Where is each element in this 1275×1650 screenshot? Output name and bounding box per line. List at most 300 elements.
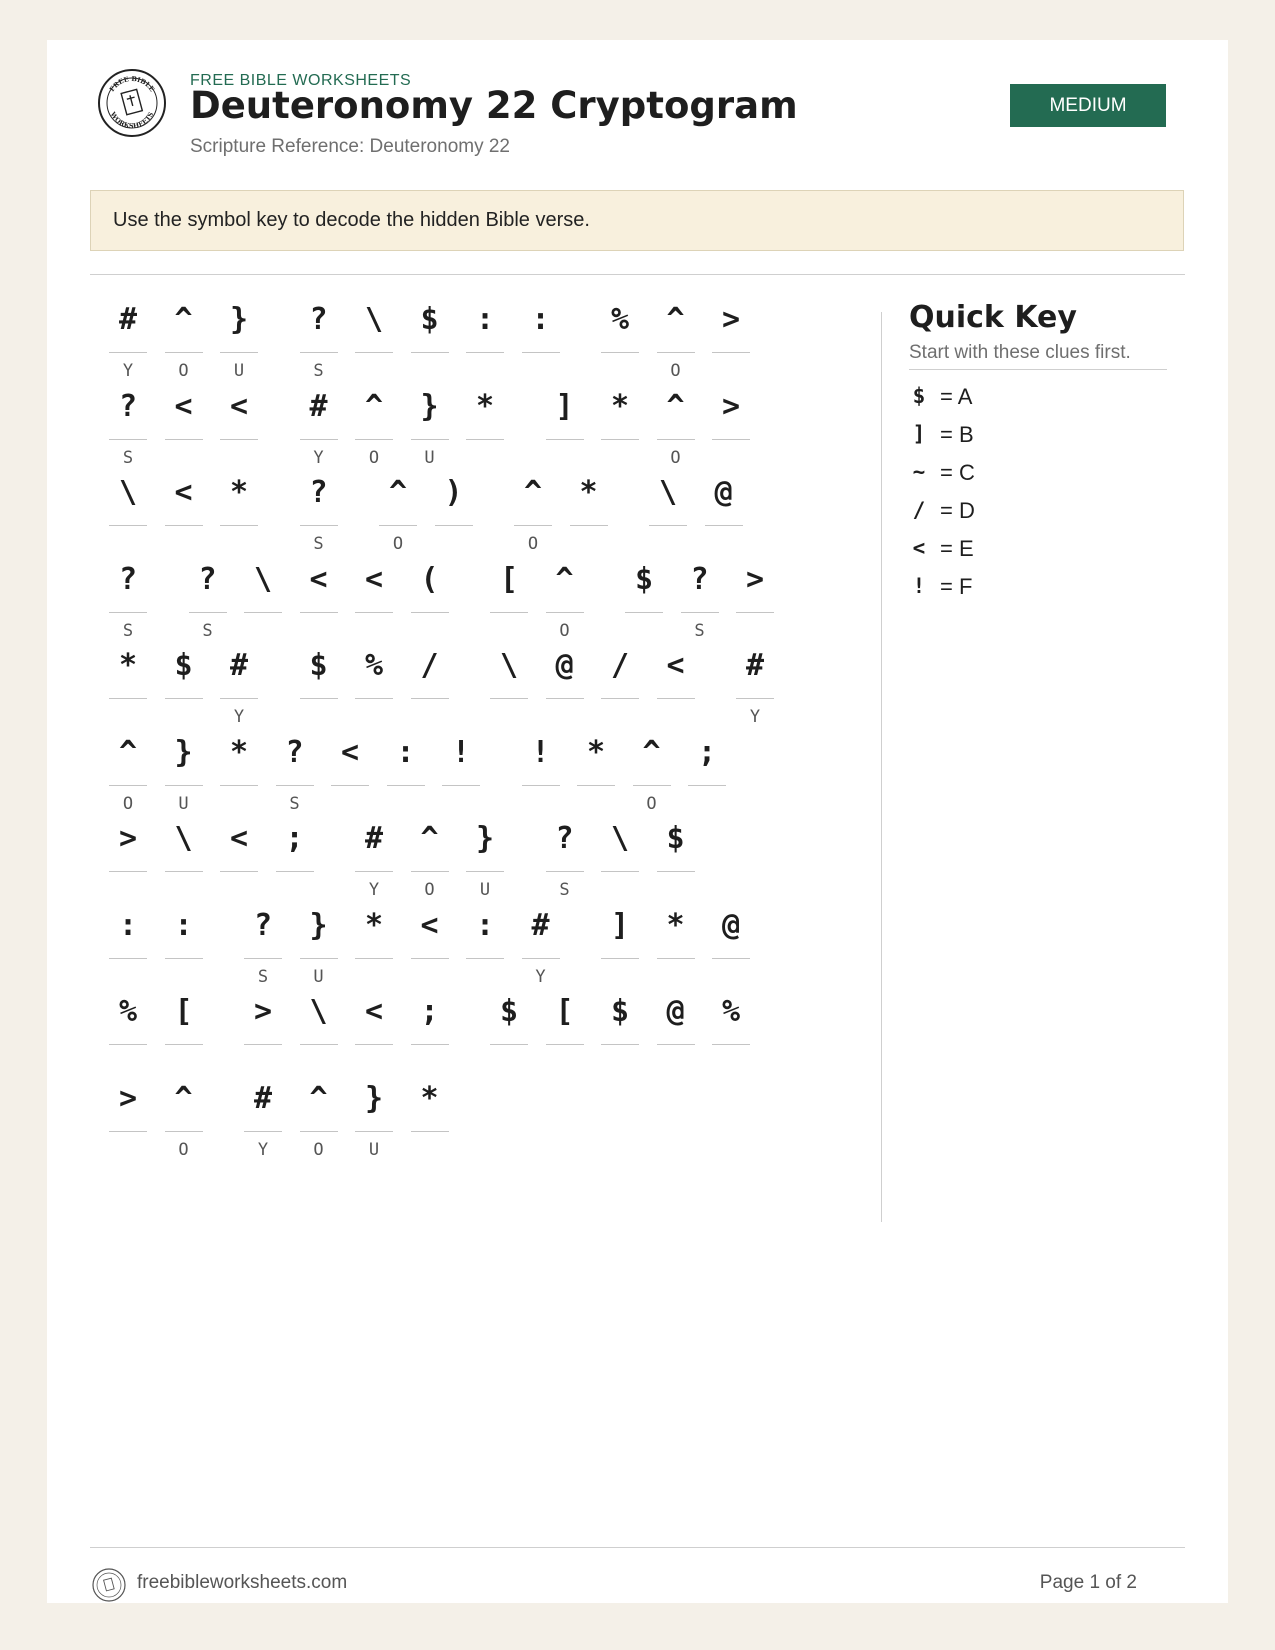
answer-line[interactable] (466, 958, 504, 959)
answer-line[interactable] (435, 525, 473, 526)
cipher-cell (244, 994, 282, 1064)
cipher-cell (546, 994, 584, 1064)
revealed-letter: S (122, 620, 134, 641)
answer-line[interactable] (688, 785, 726, 786)
answer-line[interactable] (712, 439, 750, 440)
cipher-cell (601, 821, 639, 891)
cipher-symbol: ) (444, 475, 463, 510)
cipher-symbol: < (174, 475, 193, 510)
cipher-cell (355, 388, 393, 468)
instructions-text: Use the symbol key to decode the hidden Bible verse. (113, 209, 590, 231)
cipher-cell (109, 908, 147, 978)
answer-line[interactable] (657, 871, 695, 872)
answer-line[interactable] (466, 871, 504, 872)
key-symbol: ] (912, 422, 926, 446)
revealed-letter: S (313, 361, 324, 381)
cipher-symbol: @ (714, 475, 733, 510)
answer-line[interactable] (355, 698, 393, 699)
cipher-cell (300, 388, 338, 468)
answer-line[interactable] (300, 439, 338, 440)
answer-line[interactable] (355, 1131, 393, 1132)
cipher-symbol: ^ (364, 388, 384, 424)
cipher-cell (165, 821, 203, 891)
cipher-cell (712, 389, 750, 459)
cipher-symbol: $ (610, 994, 630, 1029)
cipher-cell (300, 562, 338, 632)
answer-line[interactable] (466, 352, 504, 353)
cipher-cell (657, 908, 695, 978)
cipher-cell (522, 302, 560, 372)
answer-line[interactable] (546, 698, 584, 699)
cipher-cell (411, 1081, 449, 1151)
cipher-symbol: ? (690, 561, 709, 597)
cipher-symbol: ^ (309, 1080, 328, 1116)
answer-line[interactable] (379, 525, 417, 526)
cipher-symbol: $ (174, 648, 193, 683)
answer-line[interactable] (109, 785, 147, 786)
cipher-cell (387, 735, 425, 805)
cipher-symbol: @ (666, 994, 685, 1029)
cipher-symbol: : (531, 302, 550, 337)
answer-line[interactable] (109, 612, 147, 613)
answer-line[interactable] (411, 1044, 449, 1045)
cipher-symbol: # (364, 821, 384, 856)
cipher-cell (165, 1080, 203, 1160)
answer-line[interactable] (109, 352, 147, 353)
cipher-symbol: # (309, 388, 328, 424)
cipher-cell (712, 302, 750, 372)
revealed-letter: Y (749, 707, 761, 727)
cipher-symbol: : (118, 907, 138, 943)
cipher-cell (109, 388, 147, 468)
quick-key-subtitle: Start with these clues first. (909, 342, 1131, 363)
answer-line[interactable] (514, 525, 552, 526)
cipher-symbol: ? (309, 475, 328, 510)
revealed-letter: Y (233, 707, 245, 727)
cipher-symbol: % (610, 302, 630, 337)
answer-line[interactable] (165, 352, 203, 353)
answer-line[interactable] (220, 352, 258, 353)
cipher-cell (601, 302, 639, 372)
answer-line[interactable] (712, 1044, 750, 1045)
cipher-cell (411, 648, 449, 718)
cipher-cell (411, 388, 449, 468)
cipher-cell (490, 994, 528, 1064)
answer-line[interactable] (546, 612, 584, 613)
answer-line[interactable] (244, 1131, 282, 1132)
cipher-symbol: # (253, 1080, 273, 1116)
answer-line[interactable] (490, 1044, 528, 1045)
cipher-cell (220, 475, 258, 545)
revealed-letter: Y (368, 880, 380, 900)
answer-line[interactable] (411, 352, 449, 353)
answer-line[interactable] (625, 612, 663, 613)
answer-line[interactable] (220, 871, 258, 872)
svg-text:FREE BIBLE: FREE BIBLE (107, 74, 157, 94)
cipher-symbol: $ (634, 561, 654, 597)
cipher-cell (300, 302, 338, 381)
answer-line[interactable] (276, 785, 314, 786)
key-symbol: $ (912, 384, 926, 408)
answer-line[interactable] (522, 785, 560, 786)
answer-line[interactable] (522, 958, 560, 959)
cipher-cell (466, 821, 504, 900)
revealed-letter: O (178, 361, 189, 381)
cipher-symbol: ^ (666, 302, 685, 337)
revealed-letter: S (313, 534, 324, 554)
cipher-symbol: ; (697, 734, 717, 770)
cipher-symbol: > (721, 388, 741, 424)
answer-line[interactable] (546, 439, 584, 440)
cipher-cell (546, 389, 584, 459)
bible-logo-icon (97, 68, 167, 138)
answer-line[interactable] (300, 612, 338, 613)
answer-line[interactable] (109, 525, 147, 526)
cipher-symbol: > (118, 1080, 138, 1116)
footer-logo-icon (91, 1567, 127, 1603)
answer-line[interactable] (522, 352, 560, 353)
cipher-cell (109, 994, 147, 1064)
quick-key-title: Quick Key (909, 300, 1077, 335)
cipher-symbol: } (174, 734, 193, 770)
cipher-symbol: : (174, 907, 193, 943)
revealed-letter: O (646, 793, 657, 814)
cipher-symbol: # (118, 302, 138, 337)
cipher-cell (220, 735, 258, 805)
answer-line[interactable] (546, 1044, 584, 1045)
cipher-cell (355, 648, 393, 718)
cipher-cell (705, 475, 743, 545)
cipher-cell (220, 389, 258, 459)
cipher-symbol: < (340, 734, 360, 770)
cipher-cell (601, 994, 639, 1064)
cipher-cell (244, 1080, 282, 1160)
answer-line[interactable] (577, 785, 615, 786)
cipher-symbol: } (475, 821, 495, 856)
answer-line[interactable] (570, 525, 608, 526)
key-symbol: / (912, 498, 926, 522)
cipher-symbol: ? (198, 561, 217, 597)
key-symbol: ~ (912, 460, 926, 484)
cipher-symbol: \ (118, 475, 138, 510)
revealed-letter: O (392, 534, 404, 554)
answer-line[interactable] (109, 1044, 147, 1045)
answer-line[interactable] (355, 871, 393, 872)
answer-line[interactable] (165, 871, 203, 872)
answer-line[interactable] (355, 612, 393, 613)
answer-line[interactable] (411, 439, 449, 440)
key-value: = F (940, 574, 973, 599)
cipher-symbol: * (420, 1080, 439, 1116)
answer-line[interactable] (165, 785, 203, 786)
cipher-symbol: ; (420, 994, 439, 1029)
answer-line[interactable] (546, 871, 584, 872)
cipher-symbol: > (745, 561, 765, 597)
cipher-cell (625, 562, 663, 632)
answer-line[interactable] (109, 958, 147, 959)
answer-line[interactable] (601, 352, 639, 353)
answer-line[interactable] (601, 871, 639, 872)
cipher-cell (355, 908, 393, 978)
answer-line[interactable] (220, 439, 258, 440)
answer-line[interactable] (165, 525, 203, 526)
brand-label: FREE BIBLE WORKSHEETS (190, 72, 412, 89)
answer-line[interactable] (165, 1044, 203, 1045)
answer-line[interactable] (244, 612, 282, 613)
revealed-letter: O (527, 534, 539, 554)
cipher-symbol: > (118, 821, 138, 856)
cipher-symbol: > (253, 994, 273, 1029)
revealed-letter: S (289, 793, 300, 814)
cipher-symbol: / (610, 648, 630, 683)
answer-line[interactable] (712, 958, 750, 959)
cipher-cell (466, 302, 504, 372)
key-symbol: ! (912, 574, 926, 598)
key-symbol: < (912, 536, 926, 560)
cipher-cell (300, 994, 338, 1064)
cipher-symbol: ! (451, 734, 471, 770)
answer-line[interactable] (736, 612, 774, 613)
cipher-symbol: * (229, 734, 249, 770)
revealed-letter: S (202, 620, 213, 641)
cipher-symbol: [ (499, 561, 519, 597)
cipher-cell (522, 735, 560, 805)
key-value: = E (940, 536, 974, 561)
cipher-symbol: } (420, 388, 439, 424)
cipher-cell (411, 994, 449, 1064)
cipher-symbol: } (364, 1080, 384, 1116)
answer-line[interactable] (657, 439, 695, 440)
revealed-letter: S (122, 447, 134, 468)
answer-line[interactable] (355, 958, 393, 959)
cipher-cell (109, 561, 147, 641)
answer-line[interactable] (601, 698, 639, 699)
footer-site: freebibleworksheets.com (137, 1572, 348, 1593)
answer-line[interactable] (244, 1044, 282, 1045)
cipher-symbol: ? (118, 561, 138, 597)
cipher-symbol: \ (364, 302, 384, 337)
answer-line[interactable] (411, 958, 449, 959)
answer-line[interactable] (601, 958, 639, 959)
revealed-letter: U (368, 1139, 380, 1160)
cipher-cell (546, 821, 584, 900)
answer-line[interactable] (300, 352, 338, 353)
cipher-symbol: * (229, 475, 249, 510)
cipher-symbol: } (229, 302, 249, 337)
cipher-cell (109, 475, 147, 545)
cipher-symbol: : (396, 734, 415, 770)
revealed-letter: U (313, 966, 324, 987)
cipher-symbol: * (579, 475, 598, 510)
cipher-cell (688, 735, 726, 805)
cipher-symbol: / (420, 648, 439, 683)
cipher-cell (657, 821, 695, 891)
cipher-cell (514, 475, 552, 554)
cipher-symbol: \ (658, 475, 678, 510)
answer-line[interactable] (220, 698, 258, 699)
cipher-cell (220, 648, 258, 727)
revealed-letter: U (479, 880, 491, 900)
answer-line[interactable] (411, 612, 449, 613)
cipher-cell (546, 648, 584, 718)
answer-line[interactable] (355, 352, 393, 353)
cipher-cell (189, 561, 227, 641)
revealed-letter: O (559, 620, 570, 641)
answer-line[interactable] (649, 525, 687, 526)
answer-line[interactable] (736, 698, 774, 699)
cipher-symbol: < (420, 907, 439, 943)
answer-line[interactable] (165, 958, 203, 959)
cipher-symbol: < (229, 388, 249, 424)
cipher-cell (165, 475, 203, 545)
cipher-symbol: [ (555, 994, 574, 1029)
answer-line[interactable] (705, 525, 743, 526)
cipher-cell (355, 994, 393, 1064)
cipher-cell (712, 994, 750, 1064)
revealed-letter: O (424, 880, 435, 900)
answer-line[interactable] (189, 612, 227, 613)
cipher-cell (244, 907, 282, 987)
cipher-symbol: ? (555, 821, 574, 856)
answer-line[interactable] (490, 612, 528, 613)
cipher-symbol: * (475, 388, 495, 424)
answer-line[interactable] (681, 612, 719, 613)
cipher-symbol: ^ (555, 561, 574, 597)
svg-text:WORKSHEETS: WORKSHEETS (108, 110, 156, 131)
cipher-symbol: } (309, 907, 328, 943)
answer-line[interactable] (633, 785, 671, 786)
cipher-symbol: % (721, 994, 741, 1029)
cipher-symbol: ^ (174, 1080, 193, 1116)
cipher-cell (109, 821, 147, 891)
answer-line[interactable] (220, 785, 258, 786)
cipher-symbol: ] (555, 388, 574, 424)
worksheet-page (47, 40, 1228, 1603)
cipher-symbol: > (721, 302, 741, 337)
answer-line[interactable] (411, 871, 449, 872)
cipher-symbol: ! (531, 734, 550, 770)
cipher-cell (736, 562, 774, 632)
cipher-cell (244, 562, 282, 632)
cipher-cell (355, 562, 393, 632)
key-value: = D (940, 498, 975, 523)
revealed-letter: Y (313, 447, 324, 468)
revealed-letter: U (233, 361, 245, 381)
answer-line[interactable] (300, 958, 338, 959)
cipher-cell (165, 302, 203, 381)
cipher-symbol: \ (610, 821, 630, 856)
revealed-letter: Y (122, 361, 134, 381)
answer-line[interactable] (109, 871, 147, 872)
page-title: Deuteronomy 22 Cryptogram (190, 84, 798, 127)
instructions-box (90, 190, 1184, 251)
answer-line[interactable] (657, 352, 695, 353)
cipher-cell (165, 389, 203, 459)
revealed-letter: O (670, 447, 681, 468)
revealed-letter: O (670, 361, 681, 381)
answer-line[interactable] (300, 1044, 338, 1045)
cipher-cell (165, 648, 203, 718)
cipher-cell (300, 648, 338, 718)
cipher-symbol: % (364, 648, 384, 683)
answer-line[interactable] (109, 1131, 147, 1132)
cipher-symbol: < (364, 994, 384, 1029)
answer-line[interactable] (300, 1131, 338, 1132)
answer-line[interactable] (466, 439, 504, 440)
answer-line[interactable] (601, 439, 639, 440)
cipher-cell (300, 1080, 338, 1160)
cipher-cell (570, 475, 608, 545)
revealed-letter: S (559, 880, 570, 900)
answer-line[interactable] (355, 1044, 393, 1045)
answer-line[interactable] (657, 1044, 695, 1045)
cipher-cell (109, 734, 147, 814)
revealed-letter: O (122, 793, 134, 814)
revealed-letter: Y (535, 966, 546, 987)
answer-line[interactable] (331, 785, 369, 786)
revealed-letter: S (694, 620, 705, 641)
cipher-symbol: * (610, 388, 630, 424)
answer-line[interactable] (490, 698, 528, 699)
cipher-cell (522, 907, 560, 987)
cipher-cell (657, 648, 695, 718)
answer-line[interactable] (244, 958, 282, 959)
cipher-cell (712, 908, 750, 978)
cipher-cell (276, 734, 314, 814)
cipher-symbol: : (475, 907, 495, 943)
revealed-letter: O (368, 447, 380, 468)
cipher-symbol: ( (420, 561, 439, 597)
cipher-cell (681, 561, 719, 641)
cipher-symbol: < (174, 388, 193, 424)
answer-line[interactable] (601, 1044, 639, 1045)
answer-line[interactable] (300, 698, 338, 699)
cipher-symbol: \ (499, 648, 519, 683)
cipher-cell (379, 475, 417, 554)
cipher-cell (633, 734, 671, 814)
cipher-symbol: < (229, 821, 249, 856)
answer-line[interactable] (276, 871, 314, 872)
cipher-symbol: ? (118, 388, 138, 424)
answer-line[interactable] (109, 698, 147, 699)
answer-line[interactable] (165, 439, 203, 440)
cipher-cell (601, 648, 639, 718)
answer-line[interactable] (387, 785, 425, 786)
answer-line[interactable] (657, 698, 695, 699)
cipher-symbol: ^ (642, 734, 661, 770)
cipher-cell (109, 302, 147, 381)
answer-line[interactable] (712, 352, 750, 353)
cipher-cell (442, 735, 480, 805)
answer-line[interactable] (442, 785, 480, 786)
answer-line[interactable] (165, 1131, 203, 1132)
cipher-symbol: * (364, 907, 384, 943)
cipher-cell (657, 994, 695, 1064)
answer-line[interactable] (411, 1131, 449, 1132)
answer-line[interactable] (657, 958, 695, 959)
answer-line[interactable] (300, 525, 338, 526)
answer-line[interactable] (355, 439, 393, 440)
answer-line[interactable] (165, 698, 203, 699)
answer-line[interactable] (411, 698, 449, 699)
key-value: = B (940, 422, 974, 447)
answer-line[interactable] (220, 525, 258, 526)
cipher-symbol: [ (174, 994, 193, 1029)
answer-line[interactable] (109, 439, 147, 440)
cipher-symbol: < (666, 648, 685, 683)
cipher-symbol: @ (721, 907, 741, 943)
cipher-cell (490, 648, 528, 718)
